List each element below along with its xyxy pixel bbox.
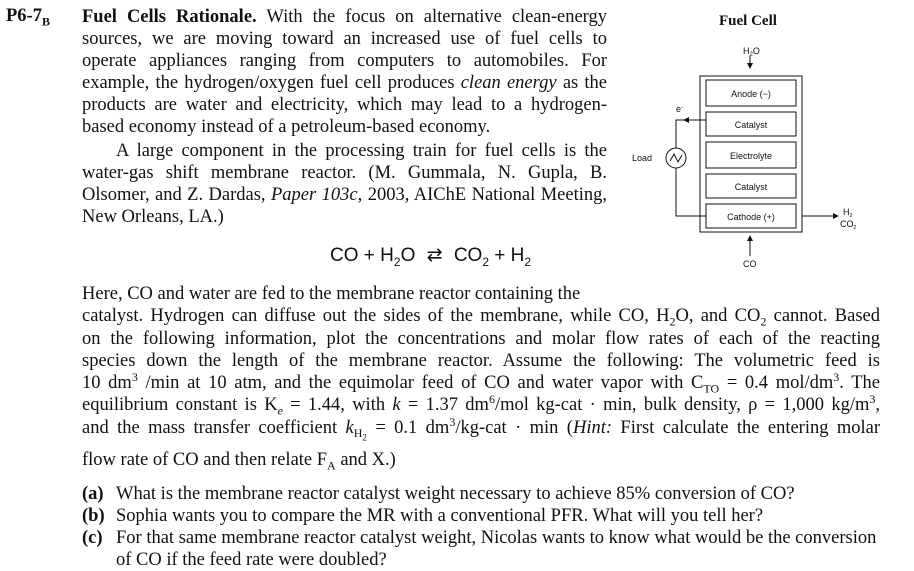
question-list [82,483,882,571]
question-c: (c) For that same membrane reactor catalyst weight, Nicolas wants to know what would be the conversion of CO if the feed rate were doubled? [82,528,877,570]
problem-body: Here, CO and water are fed to the membrane reactor containing the catalyst. Hydrogen can diffuse out the sides of the membrane, while CO, $H_2O$, and $CO_2$ cannot. Based on the following information, plot the concentrations and molar flow rates of each of the reacting species down the length of the membrane reactor. Assume the following: The volumetric feed is 10 $dm^3$ /min at 10 atm, and the equimolar feed of CO and water vapor with $C_{TO} = 0.4$ mol/$dm^3$. The equilibrium constant is $K_e = 1.44$, with k = 1.37 $dm^6$/mol kg-cat · min, bulk density, ρ = 1,000 $kg/m^3$, and the mass transfer coefficient $k_{H_2} = 0.1$ $dm^3/kg$-cat · min (Hint: First calculate the entering molar flow rate of CO and then relate $F_A$ and X.) [82,284,881,473]
water-label: $H_2O$ [743,46,760,58]
intro-paragraph: Fuel Cells Rationale. With the focus on alternative clean-energy sources, we are moving toward an increased use of fuel cells to operate appliances ranging from computers to automobiles. For example, the hydrogen/oxygen fuel cell produces clean energy as the products are water and electricity, which may lead to a hydrogen-based economy instead of a petroleum-based economy. [82,7,608,137]
electrolyte-label: Electrolyte [729,151,773,161]
reaction-equation: CO + $H_2O$ ⇄ $CO_2 + H_2$ [330,245,532,269]
catalyst-top-label: Catalyst [734,120,768,130]
question-b: (b) Sophia wants you to compare the MR with a conventional PFR. What will you tell her? [82,506,764,526]
catalyst-bottom-label: Catalyst [734,182,768,192]
problem-number: $P6-7_B$ [6,6,50,29]
load-label: Load [632,153,653,163]
anode-label: Anode (−) [731,89,771,99]
h2-out-label: $H_2$ [843,207,853,219]
question-a: (a) What is the membrane reactor catalyst weight necessary to achieve 85% conversion of CO? [82,484,795,504]
electron-label: e− [676,104,684,114]
diagram-title: Fuel Cell [719,13,777,29]
citation-paragraph: A large component in the processing train for fuel cells is the water-gas shift membrane reactor. (M. Gummala, N. Gupla, B. Olsomer, and Z. Dardas, Paper 103c, 2003, AIChE National Meeting, New Orleans, LA.) [82,141,607,227]
equilibrium-arrow: ⇄ [426,245,443,266]
circuit-wire-top [676,120,706,148]
co-inlet-label: CO [743,259,757,269]
fuel-cell-diagram [616,8,914,278]
circuit-wire-bottom [676,168,706,216]
fuel-cell-svg [616,8,914,278]
co2-out-label: $CO_2$ [840,219,857,231]
problem-title: Fuel Cells Rationale. [82,7,257,27]
cathode-label: Cathode (+) [727,212,775,222]
